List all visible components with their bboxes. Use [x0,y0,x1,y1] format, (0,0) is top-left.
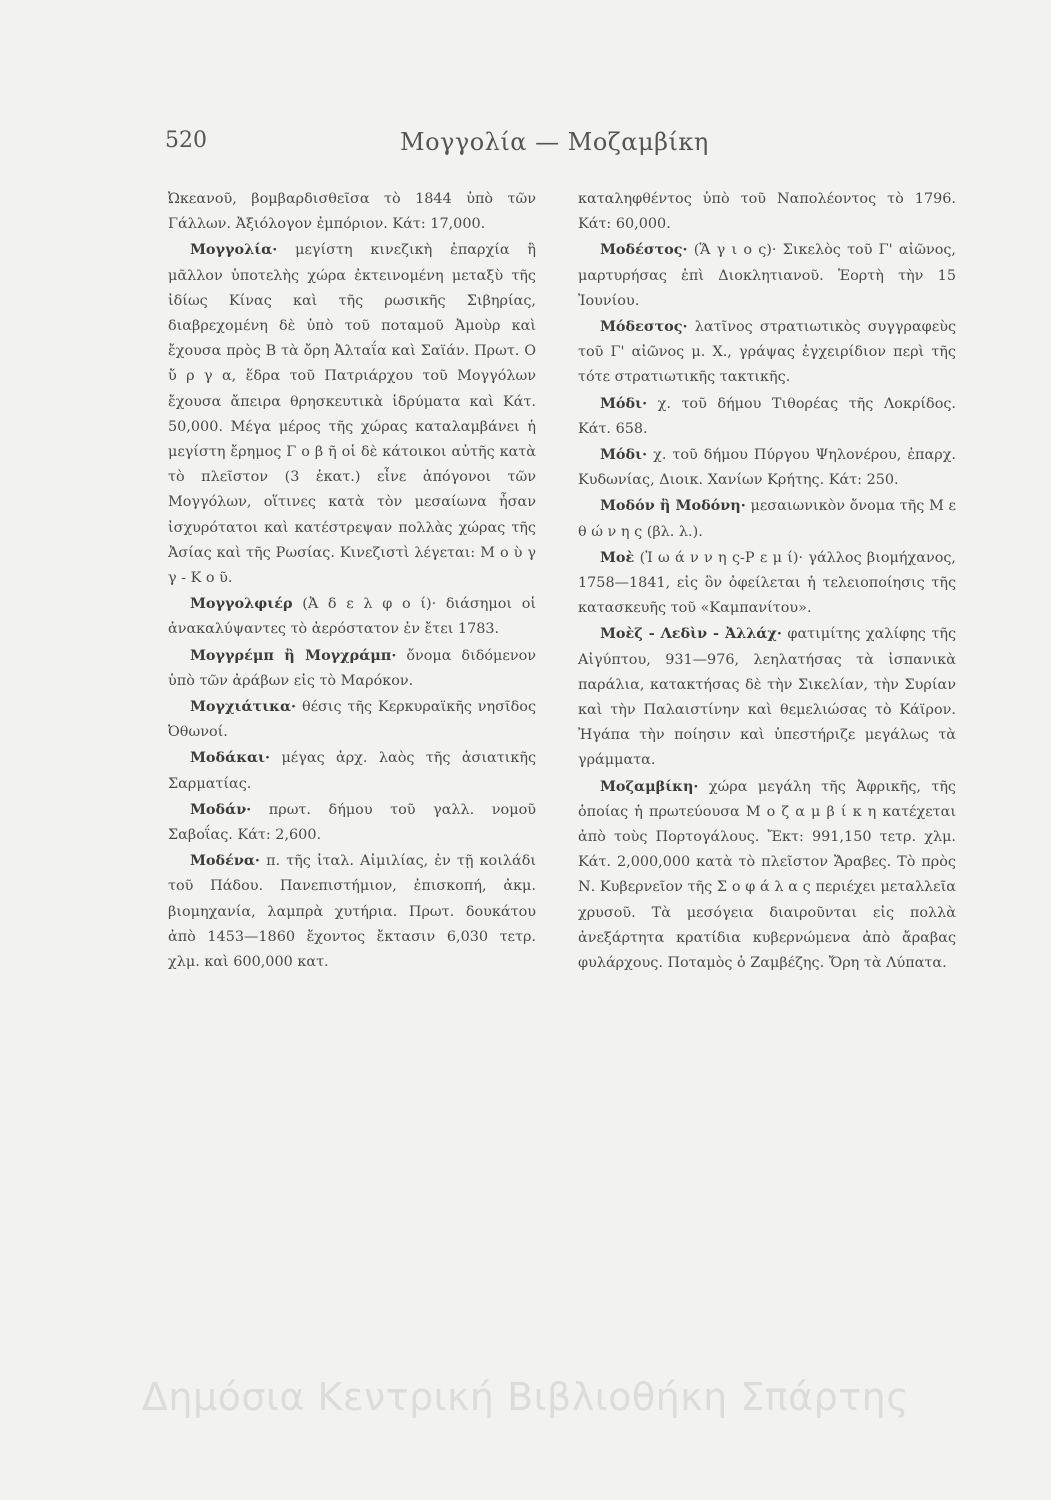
entry-headword: Μογχιάτικα· [190,698,297,716]
entry-text: (Ἅ γ ι ο ς)· Σικελὸς τοῦ Γ' αἰῶνος, μαρτυρήσας ἐπὶ Διοκλητιανοῦ. Ἑορτὴ τὴν 15 Ἰουνίου. [578,242,957,309]
entry-headword: Μογγολφιέρ [190,595,293,613]
dictionary-entry [168,237,536,591]
entry-headword: Μόδεστος· [600,318,688,336]
entry-text: θέσις τῆς Κερκυραϊκῆς νησῖδος Ὀθωνοί. [168,699,537,741]
entry-headword: Μοδάκαι· [190,749,271,767]
entry-headword: Μοζαμβίκη· [600,777,699,795]
page-header [0,128,1051,168]
entry-headword: Μοδόν ἢ Μοδόνη· [600,497,746,515]
dictionary-entry: Ὠκεανοῦ, βομβαρδισθεῖσα τὸ 1844 ὑπὸ τῶν Γάλλων. Ἀξιόλογον ἐμπόριον. Κάτ: 17,000. [168,191,536,233]
entry-headword: Μοὲζ - Λεδὶν - Ἀλλάχ· [600,625,782,643]
left-column [168,186,536,975]
library-watermark: Δημόσια Κεντρική Βιβλιοθήκη Σπάρτης [141,1375,910,1419]
entry-text: φατιμίτης χαλίφης τῆς Αἰγύπτου, 931—976, λεηλατήσας τὰ ἰσπανικὰ παράλια, κατακτήσας δὲ τὴν Σικελίαν, τὴν Συρίαν καὶ τὴν Παλαιστίνην καὶ θεμελιώσας τὸ Κάϊρον. Ἠγάπα τὴν ποίησιν καὶ ὑπεστήριζε μεγάλως τὰ γράμματα. [578,626,957,769]
entry-headword: Μογγολία· [190,241,278,259]
dictionary-entry [578,621,956,773]
dictionary-entry [168,848,536,975]
dictionary-entry [578,391,956,442]
entry-text: μεγίστη κινεζικὴ ἐπαρχία ἢ μᾶλλον ὑποτελὴς χώρα ἐκτεινομένη μεταξὺ τῆς ἰδίως Κίνας καὶ τῆς ρωσικῆς Σιβηρίας, διαβρεχομένη δὲ ὑπὸ τοῦ ποταμοῦ Ἀμοὺρ καὶ ἔχουσα πρὸς Β τὰ ὄρη Ἀλταΐα καὶ Σαϊάν. Πρωτ. Ο ὔ ρ γ α, ἕδρα τοῦ Πατριάρχου τοῦ Μογγόλων ἔχουσα ἄπειρα θρησκευτικὰ ἱδρύματα καὶ Κάτ. 50,000. Μέγα μέρος τῆς χώρας καταλαμβάνει ἡ μεγίστη ἔρημος Γ ο β ῆ οἱ δὲ κάτοικοι αὐτῆς κατὰ τὸ πλεῖστον (3 ἑκατ.) εἶνε ἀπόγονοι τῶν Μογγόλων, οἵτινες κατὰ τὸν μεσαίωνα ἦσαν ἰσχυρότατοι καὶ κατέστρεψαν πολλὰς χώρας τῆς Ἀσίας καὶ τῆς Ρωσίας. Κινεζιστὶ λέγεται: Μ ο ὺ γ γ - Κ ο ῦ. [168,242,537,587]
dictionary-entry [578,545,956,622]
page-number: 520 [165,128,207,153]
entry-text: χ. τοῦ δήμου Πύργου Ψηλονέρου, ἐπαρχ. Κυδωνίας, Διοικ. Χανίων Κρήτης. Κάτ: 250. [578,447,956,489]
dictionary-entry [578,774,956,977]
dictionary-entry [168,797,536,848]
dictionary-entry [578,314,956,391]
dictionary-entry [168,643,536,694]
entry-headword: Μόδι· [600,446,648,464]
entry-text: πρωτ. δήμου τοῦ γαλλ. νομοῦ Σαβοΐας. Κάτ: 2,600. [168,801,536,844]
entry-text: (Ἀ δ ε λ φ ο ί)· διάσημοι οἱ ἀνακαλύψαντες τὸ ἀερόστατον ἐν ἔτει 1783. [168,596,536,638]
entry-text: χώρα μεγάλη τῆς Ἀφρικῆς, τῆς ὁποίας ἡ πρωτεύουσα Μ ο ζ α μ β ί κ η κατέχεται ἀπὸ τοὺς Πορτογάλους. Ἔκτ: 991,150 τετρ. χλμ. Κάτ. 2,000,000 κατὰ τὸ πλεῖστον Ἄραβες. Τὸ πρὸς Ν. Κυβερνεῖον τῆς Σ ο φ ά λ α ς περιέχει μεταλλεῖα χρυσοῦ. Τὰ μεσόγεια διαιροῦνται εἰς πολλὰ ἀνεξάρτητα κρατίδια κυβερνώμενα ἀπὸ ἄραβας φυλάρχους. Ποταμὸς ὁ Ζαμβέζης. Ὄρη τὰ Λύπατα. [578,778,956,972]
dictionary-entry [578,493,956,544]
dictionary-entry [168,694,536,745]
entry-text: χ. τοῦ δήμου Τιθορέας τῆς Λοκρίδος. Κάτ. 658. [578,395,957,437]
entry-text: μεσαιωνικὸν ὄνομα τῆς Μ ε θ ώ ν η ς (βλ. λ.). [578,498,957,540]
right-column [578,186,956,976]
dictionary-entry [168,745,536,796]
entry-headword: Μογγρέμπ ἢ Μογχράμπ· [190,646,397,664]
entry-text: λατῖνος στρατιωτικὸς συγγραφεὺς τοῦ Γ' αἰῶνος μ. Χ., γράψας ἐγχειρίδιον περὶ τῆς τότε στρατιωτικῆς τακτικῆς. [578,319,957,386]
running-title: Μογγολία — Μοζαμβίκη [400,128,709,156]
dictionary-entry [578,442,956,493]
entry-headword: Μοδάν· [190,800,252,818]
dictionary-entry [168,591,536,642]
entry-text: μέγας ἀρχ. λαὸς τῆς ἀσιατικῆς Σαρματίας. [168,750,537,792]
dictionary-entry: καταληφθέντος ὑπὸ τοῦ Ναπολέοντος τὸ 1796. Κάτ: 60,000. [578,191,956,233]
entry-headword: Μόδι· [600,394,648,412]
entry-headword: Μοδένα· [190,852,260,870]
entry-headword: Μοδέστος· [600,241,688,259]
entry-text: π. τῆς ἰταλ. Αἰμιλίας, ἐν τῇ κοιλάδι τοῦ Πάδου. Πανεπιστήμιον, ἐπισκοπή, ἀκμ. βιομηχανία, λαμπρὰ χυτήρια. Πρωτ. δουκάτου ἀπὸ 1453—1860 ἔχοντος ἔκτασιν 6,030 τετρ. χλμ. καὶ 600,000 κατ. [168,853,537,971]
entry-text: (Ἰ ω ά ν ν η ς-Ρ ε μ ί)· γάλλος βιομήχανος, 1758—1841, εἰς ὃν ὀφείλεται ἡ τελειοποίησις τῆς κατασκευῆς τοῦ «Καμπανίτου». [578,549,956,617]
entry-headword: Μοὲ [600,548,635,566]
dictionary-entry [578,237,956,314]
entry-text: ὄνομα διδόμενον ὑπὸ τῶν ἀράβων εἰς τὸ Μαρόκον. [168,647,537,689]
